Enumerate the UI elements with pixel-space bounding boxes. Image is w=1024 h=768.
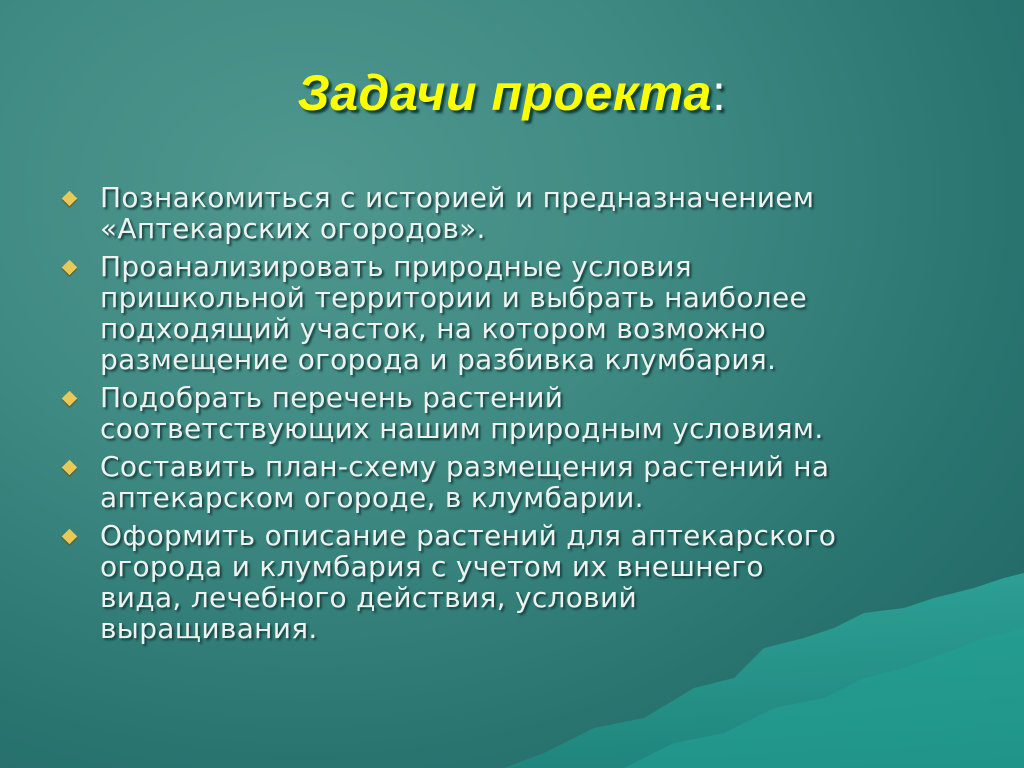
task-list	[62, 182, 982, 651]
task-line: аптекарском огороде, в клумбарии.	[100, 481, 644, 514]
task-item	[62, 382, 982, 444]
task-line: Оформить описание растений для аптекарского	[100, 519, 837, 552]
task-line: Проанализировать природные условия	[100, 250, 692, 283]
task-item	[62, 182, 982, 244]
task-line: подходящий участок, на котором возможно	[100, 312, 767, 345]
task-line: Подобрать перечень растений	[100, 381, 564, 414]
diamond-bullet-icon	[62, 391, 78, 407]
task-line: «Аптекарских огородов».	[100, 212, 486, 245]
diamond-bullet-icon	[62, 260, 78, 276]
task-item	[62, 451, 982, 513]
task-line: Познакомиться с историей и предназначением	[100, 181, 815, 214]
diamond-bullet-icon	[62, 529, 78, 545]
task-line: Составить план-схему размещения растений на	[100, 450, 830, 483]
task-line: выращивания.	[100, 612, 318, 645]
diamond-bullet-icon	[62, 460, 78, 476]
task-line: размещение огорода и разбивка клумбария.	[100, 343, 777, 376]
slide-title	[0, 64, 1024, 122]
task-line: огорода и клумбария с учетом их внешнего	[100, 550, 764, 583]
title-colon: :	[711, 65, 727, 121]
task-item	[62, 520, 982, 644]
task-line: пришкольной территории и выбрать наиболее	[100, 281, 807, 314]
task-line: соответствующих нашим природным условиям.	[100, 412, 824, 445]
task-line: вида, лечебного действия, условий	[100, 581, 637, 614]
task-item	[62, 251, 982, 375]
title-text: Задачи проекта	[297, 65, 712, 121]
diamond-bullet-icon	[62, 191, 78, 207]
